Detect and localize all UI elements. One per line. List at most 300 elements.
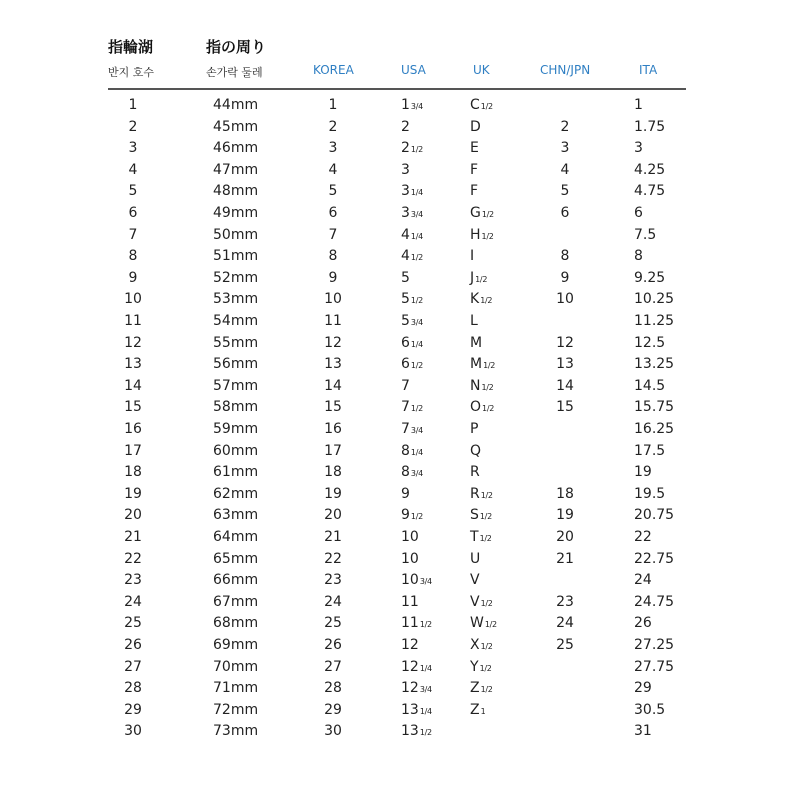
usa-size-whole: 13 bbox=[401, 723, 419, 740]
ita-size: 27.75 bbox=[634, 658, 675, 675]
usa-size-whole: 10 bbox=[401, 550, 419, 567]
usa-size-fraction: 1/2 bbox=[410, 145, 423, 155]
ring-size-number: 21 bbox=[124, 529, 142, 545]
ita-size: 29 bbox=[634, 680, 652, 697]
chn-jpn-size: 9 bbox=[560, 269, 570, 286]
uk-size bbox=[470, 421, 478, 437]
table-row bbox=[0, 551, 800, 572]
circumference-value: 63mm bbox=[213, 507, 259, 524]
ring-size-number: 27 bbox=[124, 658, 142, 675]
ita-size: 24.75 bbox=[634, 593, 675, 610]
ita-size: 31 bbox=[634, 723, 652, 740]
uk-size bbox=[470, 205, 494, 221]
korea-size: 28 bbox=[324, 680, 342, 697]
uk-size-letter: T bbox=[470, 529, 479, 545]
table-row bbox=[0, 270, 800, 291]
usa-size-fraction: 1/4 bbox=[410, 188, 423, 198]
korea-size: 19 bbox=[324, 485, 342, 502]
uk-size bbox=[470, 507, 492, 523]
uk-size bbox=[470, 615, 497, 631]
chn-jpn-size: 23 bbox=[556, 593, 574, 610]
uk-size bbox=[470, 551, 480, 567]
usa-size-whole: 2 bbox=[401, 118, 410, 135]
circumference-value: 56mm bbox=[213, 356, 259, 373]
uk-size-letter: M bbox=[470, 334, 483, 351]
uk-size bbox=[470, 183, 478, 199]
ita-size: 9.25 bbox=[634, 269, 666, 286]
usa-size-whole: 4 bbox=[401, 248, 410, 265]
uk-size-letter: F bbox=[470, 161, 479, 178]
uk-size-fraction: 1/2 bbox=[484, 620, 497, 630]
usa-size bbox=[401, 399, 423, 415]
korea-size: 27 bbox=[324, 658, 342, 675]
circumference-value: 50mm bbox=[213, 226, 259, 243]
usa-size-whole: 10 bbox=[401, 572, 419, 589]
uk-size bbox=[470, 162, 478, 178]
uk-size bbox=[470, 680, 493, 696]
table-row bbox=[0, 227, 800, 248]
ita-size: 12.5 bbox=[634, 334, 666, 351]
usa-size bbox=[401, 723, 432, 739]
usa-size bbox=[401, 205, 423, 221]
uk-size-fraction: 1/2 bbox=[479, 534, 492, 543]
usa-size bbox=[401, 140, 423, 156]
usa-size-whole: 11 bbox=[401, 593, 419, 610]
ring-size-number: 30 bbox=[124, 723, 142, 740]
ita-size: 16.25 bbox=[634, 421, 675, 437]
table-row bbox=[0, 529, 800, 550]
uk-size-letter: Q bbox=[470, 442, 482, 459]
usa-size bbox=[401, 486, 410, 502]
table-row bbox=[0, 119, 800, 140]
korea-size: 24 bbox=[324, 593, 342, 610]
usa-size-fraction: 1/2 bbox=[410, 404, 423, 414]
uk-size-fraction: 1/2 bbox=[480, 102, 493, 111]
usa-size-whole: 3 bbox=[401, 183, 410, 200]
korea-size: 2 bbox=[328, 118, 338, 135]
ring-size-number: 18 bbox=[124, 464, 142, 481]
ring-size-number: 16 bbox=[124, 421, 142, 437]
uk-size-letter: R bbox=[470, 485, 480, 502]
header-korea: KOREA bbox=[313, 63, 354, 77]
usa-size-fraction: 3/4 bbox=[410, 426, 423, 435]
chn-jpn-size: 14 bbox=[556, 377, 574, 394]
korea-size: 4 bbox=[328, 161, 338, 178]
circumference-value: 66mm bbox=[213, 572, 259, 589]
korea-size: 8 bbox=[328, 248, 338, 265]
ring-size-number: 11 bbox=[124, 313, 142, 329]
usa-size-whole: 5 bbox=[401, 313, 410, 329]
usa-size-fraction: 1/4 bbox=[410, 447, 423, 457]
uk-size-fraction: 1/2 bbox=[479, 512, 492, 522]
table-row bbox=[0, 443, 800, 464]
table-row bbox=[0, 335, 800, 356]
korea-size: 14 bbox=[324, 377, 342, 394]
header-ring-size-kr: 반지 호수 bbox=[108, 66, 155, 79]
table-row bbox=[0, 702, 800, 723]
korea-size: 16 bbox=[324, 421, 342, 437]
usa-size bbox=[401, 248, 423, 264]
uk-size bbox=[470, 248, 474, 264]
table-row bbox=[0, 572, 800, 593]
usa-size-whole: 6 bbox=[401, 334, 410, 351]
usa-size-whole: 9 bbox=[401, 507, 410, 524]
usa-size-whole: 8 bbox=[401, 464, 410, 481]
ring-size-number: 28 bbox=[124, 680, 142, 697]
chn-jpn-size: 8 bbox=[560, 248, 570, 265]
header-ita: ITA bbox=[639, 63, 658, 77]
usa-size-fraction: 3/4 bbox=[410, 102, 423, 111]
korea-size: 30 bbox=[324, 723, 342, 740]
usa-size bbox=[401, 572, 432, 588]
uk-size bbox=[470, 702, 485, 718]
korea-size: 5 bbox=[328, 183, 338, 200]
usa-size bbox=[401, 183, 423, 199]
usa-size bbox=[401, 291, 423, 307]
ring-size-number: 25 bbox=[124, 615, 142, 632]
ita-size: 6 bbox=[634, 205, 643, 221]
usa-size bbox=[401, 378, 410, 394]
ring-size-number: 5 bbox=[128, 183, 138, 200]
ring-size-number: 2 bbox=[128, 118, 138, 135]
chn-jpn-size: 21 bbox=[556, 550, 574, 567]
table-row bbox=[0, 399, 800, 420]
uk-size bbox=[470, 227, 494, 243]
usa-size bbox=[401, 443, 423, 459]
korea-size: 18 bbox=[324, 464, 342, 481]
uk-size bbox=[470, 97, 493, 113]
ring-size-number: 10 bbox=[124, 291, 142, 308]
usa-size-whole: 12 bbox=[401, 658, 419, 675]
uk-size-fraction: 1/2 bbox=[479, 663, 492, 673]
chn-jpn-size: 3 bbox=[560, 140, 570, 157]
usa-size bbox=[401, 335, 423, 351]
circumference-value: 55mm bbox=[213, 334, 259, 351]
korea-size: 17 bbox=[324, 442, 342, 459]
header-circumference-kr: 손가락 둘레 bbox=[206, 66, 263, 79]
circumference-value: 67mm bbox=[213, 593, 259, 610]
usa-size-whole: 2 bbox=[401, 140, 410, 157]
ring-size-number: 4 bbox=[128, 161, 138, 178]
circumference-value: 72mm bbox=[213, 701, 259, 718]
ita-size: 14.5 bbox=[634, 377, 666, 394]
circumference-value: 70mm bbox=[213, 658, 259, 675]
uk-size-letter: P bbox=[470, 421, 479, 437]
uk-size bbox=[470, 313, 478, 329]
usa-size-fraction: 3/4 bbox=[410, 210, 423, 219]
circumference-value: 58mm bbox=[213, 399, 259, 416]
uk-size-fraction: 1/2 bbox=[480, 685, 493, 695]
uk-size-letter: Y bbox=[470, 658, 479, 675]
chn-jpn-size: 13 bbox=[556, 356, 574, 373]
ita-size: 1 bbox=[634, 97, 643, 113]
usa-size-fraction: 1/4 bbox=[410, 339, 423, 349]
usa-size bbox=[401, 529, 419, 545]
usa-size-whole: 11 bbox=[401, 615, 419, 632]
ring-size-number: 15 bbox=[124, 399, 142, 416]
uk-size-fraction: 1/2 bbox=[475, 274, 488, 284]
circumference-value: 65mm bbox=[213, 550, 259, 567]
uk-size-letter: Z bbox=[470, 680, 480, 697]
circumference-value: 45mm bbox=[213, 118, 259, 135]
usa-size-fraction: 1/4 bbox=[410, 231, 423, 241]
ring-size-number: 6 bbox=[128, 205, 138, 221]
usa-size-fraction: 1/2 bbox=[410, 296, 423, 306]
circumference-value: 53mm bbox=[213, 291, 259, 308]
korea-size: 26 bbox=[324, 637, 342, 653]
circumference-value: 73mm bbox=[213, 723, 259, 740]
uk-size-letter: L bbox=[470, 313, 478, 329]
table-row bbox=[0, 594, 800, 615]
ita-size: 17.5 bbox=[634, 442, 666, 459]
ita-size: 19 bbox=[634, 464, 652, 481]
ita-size: 7.5 bbox=[634, 226, 657, 243]
circumference-value: 46mm bbox=[213, 140, 259, 157]
chn-jpn-size: 19 bbox=[556, 507, 574, 524]
circumference-value: 62mm bbox=[213, 485, 259, 502]
korea-size: 11 bbox=[324, 313, 342, 329]
uk-size-letter: H bbox=[470, 226, 481, 243]
uk-size bbox=[470, 270, 487, 286]
table-row bbox=[0, 140, 800, 161]
usa-size-fraction: 1/2 bbox=[419, 620, 432, 630]
uk-size-fraction: 1/2 bbox=[481, 231, 494, 241]
ita-size: 1.75 bbox=[634, 118, 666, 135]
uk-size bbox=[470, 291, 492, 307]
korea-size: 13 bbox=[324, 356, 342, 373]
ring-size-number: 14 bbox=[124, 377, 142, 394]
korea-size: 7 bbox=[328, 226, 338, 243]
ring-size-number: 9 bbox=[128, 269, 138, 286]
uk-size-letter: W bbox=[470, 615, 484, 632]
usa-size-fraction: 1/2 bbox=[410, 361, 423, 371]
ring-size-number: 17 bbox=[124, 442, 142, 459]
usa-size-whole: 13 bbox=[401, 701, 419, 718]
ita-size: 13.25 bbox=[634, 356, 675, 373]
uk-size bbox=[470, 335, 482, 351]
usa-size-whole: 7 bbox=[401, 421, 410, 437]
usa-size-whole: 8 bbox=[401, 442, 410, 459]
circumference-value: 61mm bbox=[213, 464, 259, 481]
ring-size-number: 3 bbox=[128, 140, 138, 157]
circumference-value: 69mm bbox=[213, 637, 259, 653]
usa-size-whole: 12 bbox=[401, 680, 419, 697]
table-row bbox=[0, 507, 800, 528]
uk-size bbox=[470, 378, 493, 394]
usa-size bbox=[401, 270, 410, 286]
table-row bbox=[0, 615, 800, 636]
uk-size-fraction: 1/2 bbox=[480, 490, 493, 500]
table-row bbox=[0, 659, 800, 680]
usa-size bbox=[401, 119, 410, 135]
header-chn-jpn: CHN/JPN bbox=[540, 63, 591, 77]
table-row bbox=[0, 356, 800, 377]
chn-jpn-size: 24 bbox=[556, 615, 574, 632]
uk-size bbox=[470, 140, 479, 156]
korea-size: 12 bbox=[324, 334, 342, 351]
chn-jpn-size: 2 bbox=[560, 118, 570, 135]
circumference-value: 71mm bbox=[213, 680, 259, 697]
usa-size-fraction: 1/2 bbox=[410, 253, 423, 263]
uk-size-letter: I bbox=[470, 248, 475, 265]
uk-size bbox=[470, 594, 493, 610]
chn-jpn-size: 6 bbox=[560, 205, 570, 221]
usa-size-fraction: 3/4 bbox=[419, 685, 432, 695]
usa-size-fraction: 1/4 bbox=[419, 706, 432, 716]
uk-size-letter: N bbox=[470, 377, 481, 394]
usa-size-fraction: 1/4 bbox=[419, 663, 432, 673]
ring-size-number: 1 bbox=[128, 97, 138, 113]
uk-size-letter: D bbox=[470, 118, 481, 135]
uk-size-fraction: 1/2 bbox=[483, 361, 496, 371]
circumference-value: 47mm bbox=[213, 161, 259, 178]
uk-size-letter: S bbox=[470, 507, 479, 524]
ita-size: 27.25 bbox=[634, 637, 675, 653]
header-divider bbox=[108, 88, 686, 90]
usa-size-whole: 7 bbox=[401, 377, 410, 394]
table-row bbox=[0, 486, 800, 507]
uk-size-letter: U bbox=[470, 550, 481, 567]
circumference-value: 44mm bbox=[213, 97, 259, 113]
uk-size-letter: O bbox=[470, 399, 482, 416]
usa-size bbox=[401, 507, 423, 523]
uk-size bbox=[470, 659, 492, 675]
usa-size-whole: 5 bbox=[401, 269, 410, 286]
ring-size-number: 29 bbox=[124, 701, 142, 718]
usa-size-fraction: 3/4 bbox=[410, 469, 423, 479]
korea-size: 25 bbox=[324, 615, 342, 632]
table-row bbox=[0, 680, 800, 701]
table-row bbox=[0, 464, 800, 485]
uk-size-letter: F bbox=[470, 183, 479, 200]
usa-size bbox=[401, 421, 423, 437]
korea-size: 23 bbox=[324, 572, 342, 589]
usa-size bbox=[401, 313, 423, 329]
uk-size-fraction: 1/2 bbox=[481, 210, 494, 219]
uk-size-letter: R bbox=[470, 464, 480, 481]
usa-size bbox=[401, 464, 423, 480]
chn-jpn-size: 10 bbox=[556, 291, 574, 308]
usa-size bbox=[401, 637, 419, 653]
usa-size-fraction: 1/2 bbox=[419, 728, 432, 738]
ring-size-number: 19 bbox=[124, 485, 142, 502]
uk-size bbox=[470, 356, 495, 372]
circumference-value: 54mm bbox=[213, 313, 259, 329]
ita-size: 3 bbox=[634, 140, 643, 157]
uk-size-fraction: 1/2 bbox=[480, 296, 493, 306]
header-ring-size-jp: 指輪湖 bbox=[108, 38, 154, 56]
uk-size-fraction: 1/2 bbox=[482, 404, 495, 414]
usa-size-fraction: 3/4 bbox=[410, 318, 423, 327]
usa-size-whole: 3 bbox=[401, 161, 410, 178]
circumference-value: 57mm bbox=[213, 377, 259, 394]
usa-size bbox=[401, 659, 432, 675]
korea-size: 10 bbox=[324, 291, 342, 308]
usa-size-whole: 10 bbox=[401, 529, 419, 545]
header-usa: USA bbox=[401, 63, 426, 77]
usa-size bbox=[401, 615, 432, 631]
uk-size-fraction: 1 bbox=[480, 706, 486, 716]
korea-size: 29 bbox=[324, 701, 342, 718]
chn-jpn-size: 18 bbox=[556, 485, 574, 502]
korea-size: 1 bbox=[328, 97, 338, 113]
usa-size-whole: 6 bbox=[401, 356, 410, 373]
table-row bbox=[0, 637, 800, 658]
usa-size bbox=[401, 702, 432, 718]
ring-size-number: 20 bbox=[124, 507, 142, 524]
korea-size: 20 bbox=[324, 507, 342, 524]
ring-size-number: 13 bbox=[124, 356, 142, 373]
uk-size bbox=[470, 464, 480, 480]
ring-size-number: 8 bbox=[128, 248, 138, 265]
chn-jpn-size: 20 bbox=[556, 529, 574, 545]
table-row bbox=[0, 248, 800, 269]
uk-size-fraction: 1/2 bbox=[480, 642, 493, 651]
usa-size-whole: 3 bbox=[401, 205, 410, 221]
usa-size bbox=[401, 97, 423, 113]
ring-size-number: 26 bbox=[124, 637, 142, 653]
usa-size bbox=[401, 162, 410, 178]
circumference-value: 59mm bbox=[213, 421, 259, 437]
usa-size bbox=[401, 227, 423, 243]
uk-size bbox=[470, 443, 481, 459]
table-row bbox=[0, 97, 800, 118]
table-row bbox=[0, 378, 800, 399]
table-row bbox=[0, 291, 800, 312]
uk-size-letter: X bbox=[470, 637, 480, 653]
usa-size-whole: 7 bbox=[401, 399, 410, 416]
ita-size: 15.75 bbox=[634, 399, 675, 416]
uk-size bbox=[470, 399, 494, 415]
ita-size: 22.75 bbox=[634, 550, 675, 567]
uk-size bbox=[470, 572, 480, 588]
usa-size bbox=[401, 551, 419, 567]
ita-size: 4.25 bbox=[634, 161, 666, 178]
uk-size-letter: V bbox=[470, 593, 480, 610]
usa-size-whole: 4 bbox=[401, 226, 410, 243]
header-circumference-jp: 指の周り bbox=[206, 38, 267, 56]
circumference-value: 48mm bbox=[213, 183, 259, 200]
ita-size: 26 bbox=[634, 615, 652, 632]
chn-jpn-size: 15 bbox=[556, 399, 574, 416]
circumference-value: 52mm bbox=[213, 269, 259, 286]
uk-size bbox=[470, 119, 481, 135]
usa-size-whole: 12 bbox=[401, 637, 419, 653]
korea-size: 15 bbox=[324, 399, 342, 416]
uk-size-fraction: 1/2 bbox=[480, 598, 493, 608]
uk-size-letter: M bbox=[470, 356, 483, 373]
korea-size: 21 bbox=[324, 529, 342, 545]
usa-size-whole: 9 bbox=[401, 485, 410, 502]
usa-size-whole: 5 bbox=[401, 291, 410, 308]
chn-jpn-size: 4 bbox=[560, 161, 570, 178]
circumference-value: 49mm bbox=[213, 205, 259, 221]
korea-size: 9 bbox=[328, 269, 338, 286]
uk-size-fraction: 1/2 bbox=[481, 382, 494, 392]
usa-size-fraction: 3/4 bbox=[419, 577, 432, 587]
header-uk: UK bbox=[473, 63, 490, 77]
ita-size: 24 bbox=[634, 572, 652, 589]
table-row bbox=[0, 313, 800, 334]
chn-jpn-size: 12 bbox=[556, 334, 574, 351]
ita-size: 22 bbox=[634, 529, 652, 545]
circumference-value: 68mm bbox=[213, 615, 259, 632]
table-row bbox=[0, 162, 800, 183]
uk-size-letter: C bbox=[470, 97, 480, 113]
uk-size-letter: G bbox=[470, 205, 481, 221]
usa-size-whole: 1 bbox=[401, 97, 410, 113]
ring-size-number: 22 bbox=[124, 550, 142, 567]
